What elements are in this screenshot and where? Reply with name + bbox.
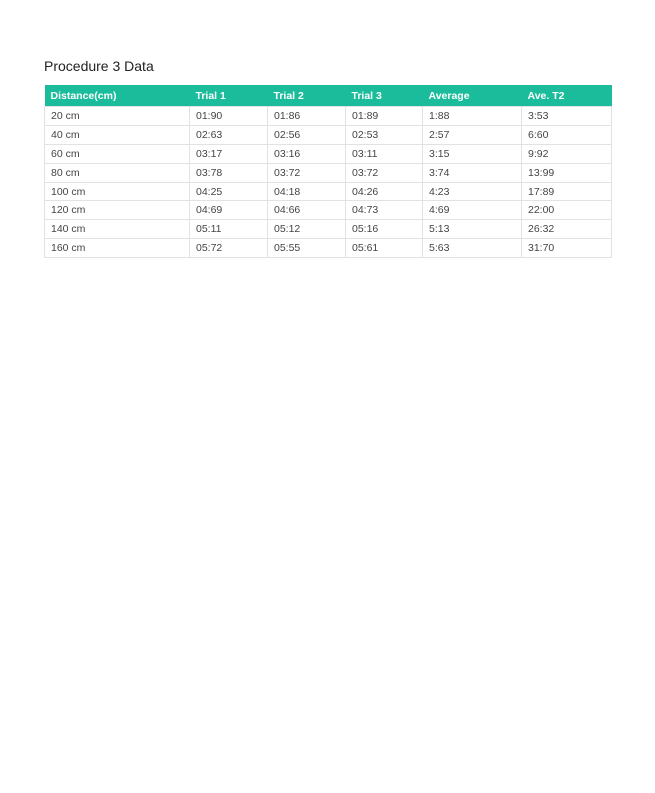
column-header-average: Average bbox=[423, 85, 522, 107]
table-row bbox=[45, 163, 612, 182]
table-cell: 05:11 bbox=[190, 220, 268, 239]
table-cell: 04:26 bbox=[346, 182, 423, 201]
table-cell: 01:90 bbox=[190, 107, 268, 126]
table-cell: 05:72 bbox=[190, 239, 268, 258]
table-cell: 01:86 bbox=[268, 107, 346, 126]
table-cell: 05:16 bbox=[346, 220, 423, 239]
table-body bbox=[45, 107, 612, 258]
table-row bbox=[45, 182, 612, 201]
table-row bbox=[45, 201, 612, 220]
table-cell: 03:72 bbox=[268, 163, 346, 182]
table-row bbox=[45, 220, 612, 239]
page-title: Procedure 3 Data bbox=[44, 58, 154, 74]
table-cell: 04:73 bbox=[346, 201, 423, 220]
table-cell: 03:78 bbox=[190, 163, 268, 182]
table-cell: 100 cm bbox=[45, 182, 190, 201]
column-header-ave-t2: Ave. T2 bbox=[522, 85, 612, 107]
header-row bbox=[45, 85, 612, 107]
table-cell: 03:11 bbox=[346, 144, 423, 163]
table-cell: 40 cm bbox=[45, 125, 190, 144]
table-cell: 3:74 bbox=[423, 163, 522, 182]
table-cell: 3:15 bbox=[423, 144, 522, 163]
table-cell: 60 cm bbox=[45, 144, 190, 163]
column-header-trial-1: Trial 1 bbox=[190, 85, 268, 107]
table-cell: 2:57 bbox=[423, 125, 522, 144]
table-cell: 03:72 bbox=[346, 163, 423, 182]
table-cell: 6:60 bbox=[522, 125, 612, 144]
table-cell: 120 cm bbox=[45, 201, 190, 220]
data-table bbox=[44, 85, 612, 258]
table-cell: 03:16 bbox=[268, 144, 346, 163]
table-cell: 02:56 bbox=[268, 125, 346, 144]
table-cell: 5:63 bbox=[423, 239, 522, 258]
table-cell: 5:13 bbox=[423, 220, 522, 239]
table-cell: 9:92 bbox=[522, 144, 612, 163]
table-cell: 01:89 bbox=[346, 107, 423, 126]
table-cell: 160 cm bbox=[45, 239, 190, 258]
table-cell: 20 cm bbox=[45, 107, 190, 126]
table-cell: 31:70 bbox=[522, 239, 612, 258]
table-cell: 17:89 bbox=[522, 182, 612, 201]
table-cell: 13:99 bbox=[522, 163, 612, 182]
table-cell: 02:53 bbox=[346, 125, 423, 144]
table-row bbox=[45, 144, 612, 163]
table-cell: 3:53 bbox=[522, 107, 612, 126]
table-cell: 140 cm bbox=[45, 220, 190, 239]
table-cell: 04:18 bbox=[268, 182, 346, 201]
table-cell: 05:12 bbox=[268, 220, 346, 239]
table-cell: 4:23 bbox=[423, 182, 522, 201]
table-cell: 22:00 bbox=[522, 201, 612, 220]
table-cell: 1:88 bbox=[423, 107, 522, 126]
table-cell: 03:17 bbox=[190, 144, 268, 163]
column-header-distance: Distance(cm) bbox=[45, 85, 190, 107]
table-cell: 02:63 bbox=[190, 125, 268, 144]
column-header-trial-2: Trial 2 bbox=[268, 85, 346, 107]
table-header bbox=[45, 85, 612, 107]
table-row bbox=[45, 125, 612, 144]
table-cell: 04:25 bbox=[190, 182, 268, 201]
table-cell: 04:66 bbox=[268, 201, 346, 220]
table-cell: 4:69 bbox=[423, 201, 522, 220]
table-row bbox=[45, 107, 612, 126]
table-cell: 05:61 bbox=[346, 239, 423, 258]
table-cell: 05:55 bbox=[268, 239, 346, 258]
table-cell: 26:32 bbox=[522, 220, 612, 239]
column-header-trial-3: Trial 3 bbox=[346, 85, 423, 107]
table-cell: 80 cm bbox=[45, 163, 190, 182]
table-row bbox=[45, 239, 612, 258]
table-cell: 04:69 bbox=[190, 201, 268, 220]
